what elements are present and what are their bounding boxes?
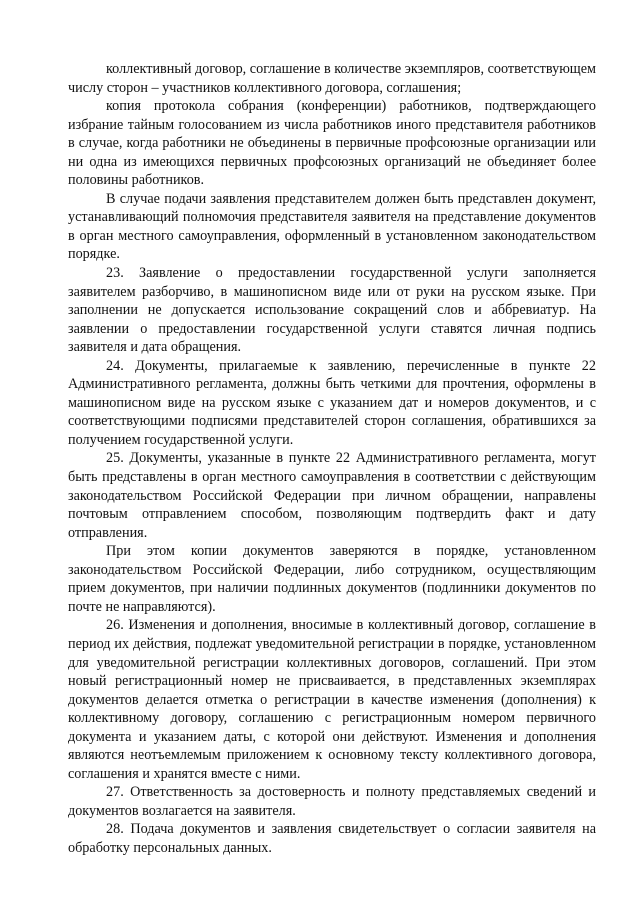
paragraph-28: 28. Подача документов и заявления свидетельствует о согласии заявителя на обработку персональных данных. (68, 821, 596, 856)
paragraph-copies-certification: При этом копии документов заверяются в порядке, установленном законодательством Российской Федерации, либо сотрудником, осуществляющим прием документов, при наличии подлинных документов (подлинники документов по почте не направляются). (68, 543, 596, 615)
paragraph-24: 24. Документы, прилагаемые к заявлению, перечисленные в пункте 22 Административного регламента, должны быть четкими для прочтения, оформлены в машинописном виде на русском языке с указанием дат и номеров документов, и с соответствующими подписями представителей сторон соглашения, обратившихся за получением государственной услуги. (68, 357, 596, 448)
paragraph-representative-document: В случае подачи заявления представителем должен быть представлен документ, устанавливающий полномочия представителя заявителя на представление документов в орган местного самоуправления, оформленный в установленном законодательством порядке. (68, 190, 596, 263)
document-page (68, 60, 596, 858)
paragraph-27: 27. Ответственность за достоверность и полноту представляемых сведений и документов возлагается на заявителя. (68, 784, 596, 819)
paragraph-23: 23. Заявление о предоставлении государственной услуги заполняется заявителем разборчиво, в машинописном виде или от руки на русском языке. При заполнении не допускается использование сокращений слов и аббревиатур. На заявлении о предоставлении государственной услуги ставятся личная подпись заявителя и дата обращения. (68, 265, 596, 356)
paragraph-collective-agreement: коллективный договор, соглашение в количестве экземпляров, соответствующем числу сторон – участников коллективного договора, соглашения; (68, 61, 596, 96)
paragraph-meeting-protocol: копия протокола собрания (конференции) работников, подтверждающего избрание тайным голосованием из числа работников иного представителя работников в случае, когда работники не объединены в первичные профсоюзные организации или ни одна из имеющихся первичных профсоюзных организаций не объединяет более половины работников. (68, 98, 596, 189)
paragraph-26: 26. Изменения и дополнения, вносимые в коллективный договор, соглашение в период их действия, подлежат уведомительной регистрации в порядке, установленном для уведомительной регистрации коллективных договоров, соглашений. При этом новый регистрационный номер не присваивается, в представленных экземплярах документов делается отметка о регистрации в качестве изменения (дополнения) к коллективному договору, соглашению с регистрационным номером первичного документа и указанием даты, с которой они действуют. Изменения и дополнения являются неотъемлемым приложением к основному тексту коллективного договора, соглашения и хранятся вместе с ними. (68, 617, 596, 782)
paragraph-25: 25. Документы, указанные в пункте 22 Административного регламента, могут быть представлены в орган местного самоуправления в соответствии с действующим законодательством Российской Федерации при личном обращении, направлены почтовым отправлением способом, позволяющим подтвердить факт и дату отправления. (68, 450, 596, 541)
